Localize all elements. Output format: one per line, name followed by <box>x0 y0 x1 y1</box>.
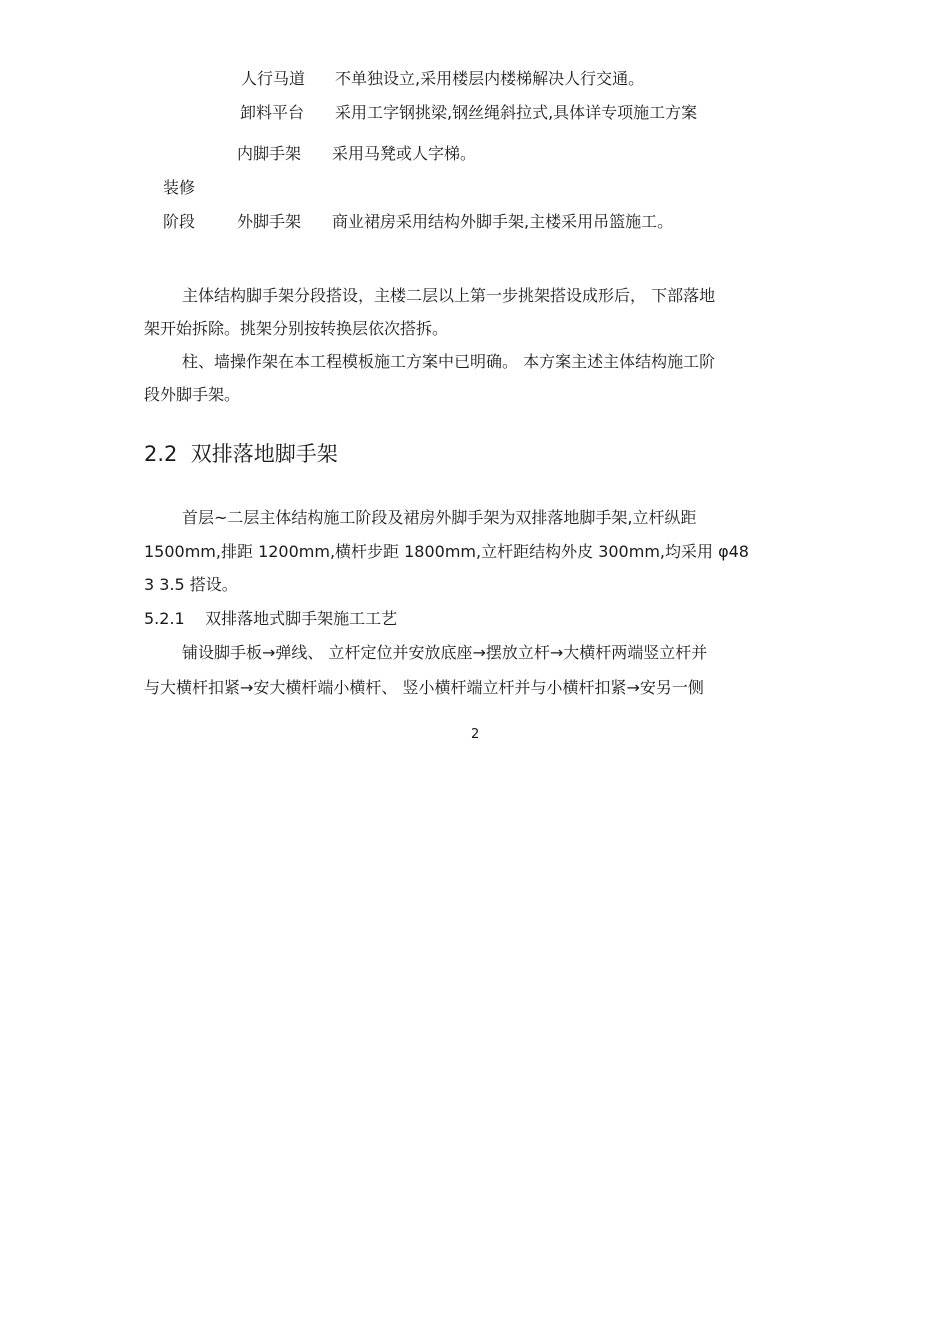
table-stage-line-1: 装修 <box>163 178 196 197</box>
section-number: 2.2 <box>144 442 178 466</box>
table-stage-line-2: 阶段 <box>163 212 196 231</box>
table-row-3-item: 内脚手架 <box>237 144 302 163</box>
page-number: 2 <box>471 727 480 742</box>
body-line-1: 首层~二层主体结构施工阶段及裙房外脚手架为双排落地脚手架,立杆纵距 <box>182 508 697 527</box>
table-row-2-desc: 采用工字钢挑梁,钢丝绳斜拉式,具体详专项施工方案 <box>335 103 698 122</box>
subsection-title: 双排落地式脚手架施工工艺 <box>205 609 398 628</box>
paragraph-2-line-1: 柱、墙操作架在本工程模板施工方案中已明确。 本方案主述主体结构施工阶 <box>182 352 716 371</box>
paragraph-1-line-1: 主体结构脚手架分段搭设，主楼二层以上第一步挑架搭设成形后， 下部落地 <box>182 286 716 305</box>
table-row-1-item: 人行马道 <box>241 69 306 88</box>
paragraph-2-line-2: 段外脚手架。 <box>144 385 241 404</box>
process-line-2: 与大横杆扣紧→安大横杆端小横杆、 竖小横杆端立杆并与小横杆扣紧→安另一侧 <box>144 678 704 697</box>
body-line-2: 1500mm,排距 1200mm,横杆步距 1800mm,立杆距结构外皮 300mm,均采用 φ48 <box>144 542 749 561</box>
process-line-1: 铺设脚手板→弹线、 立杆定位并安放底座→摆放立杆→大横杆两端竖立杆并 <box>182 643 708 662</box>
section-heading <box>144 441 338 467</box>
body-line-3: 3 3.5 搭设。 <box>144 575 238 594</box>
table-row-4-desc: 商业裙房采用结构外脚手架,主楼采用吊篮施工。 <box>332 212 674 231</box>
section-title: 双排落地脚手架 <box>190 442 338 466</box>
table-row-1-desc: 不单独设立,采用楼层内楼梯解决人行交通。 <box>335 69 645 88</box>
table-row-2-item: 卸料平台 <box>240 103 305 122</box>
table-row-4-item: 外脚手架 <box>237 212 302 231</box>
table-row-3-desc: 采用马凳或人字梯。 <box>332 144 477 163</box>
subsection-heading <box>144 609 397 629</box>
subsection-number: 5.2.1 <box>144 609 185 628</box>
paragraph-1-line-2: 架开始拆除。挑架分别按转换层依次搭拆。 <box>144 319 449 338</box>
